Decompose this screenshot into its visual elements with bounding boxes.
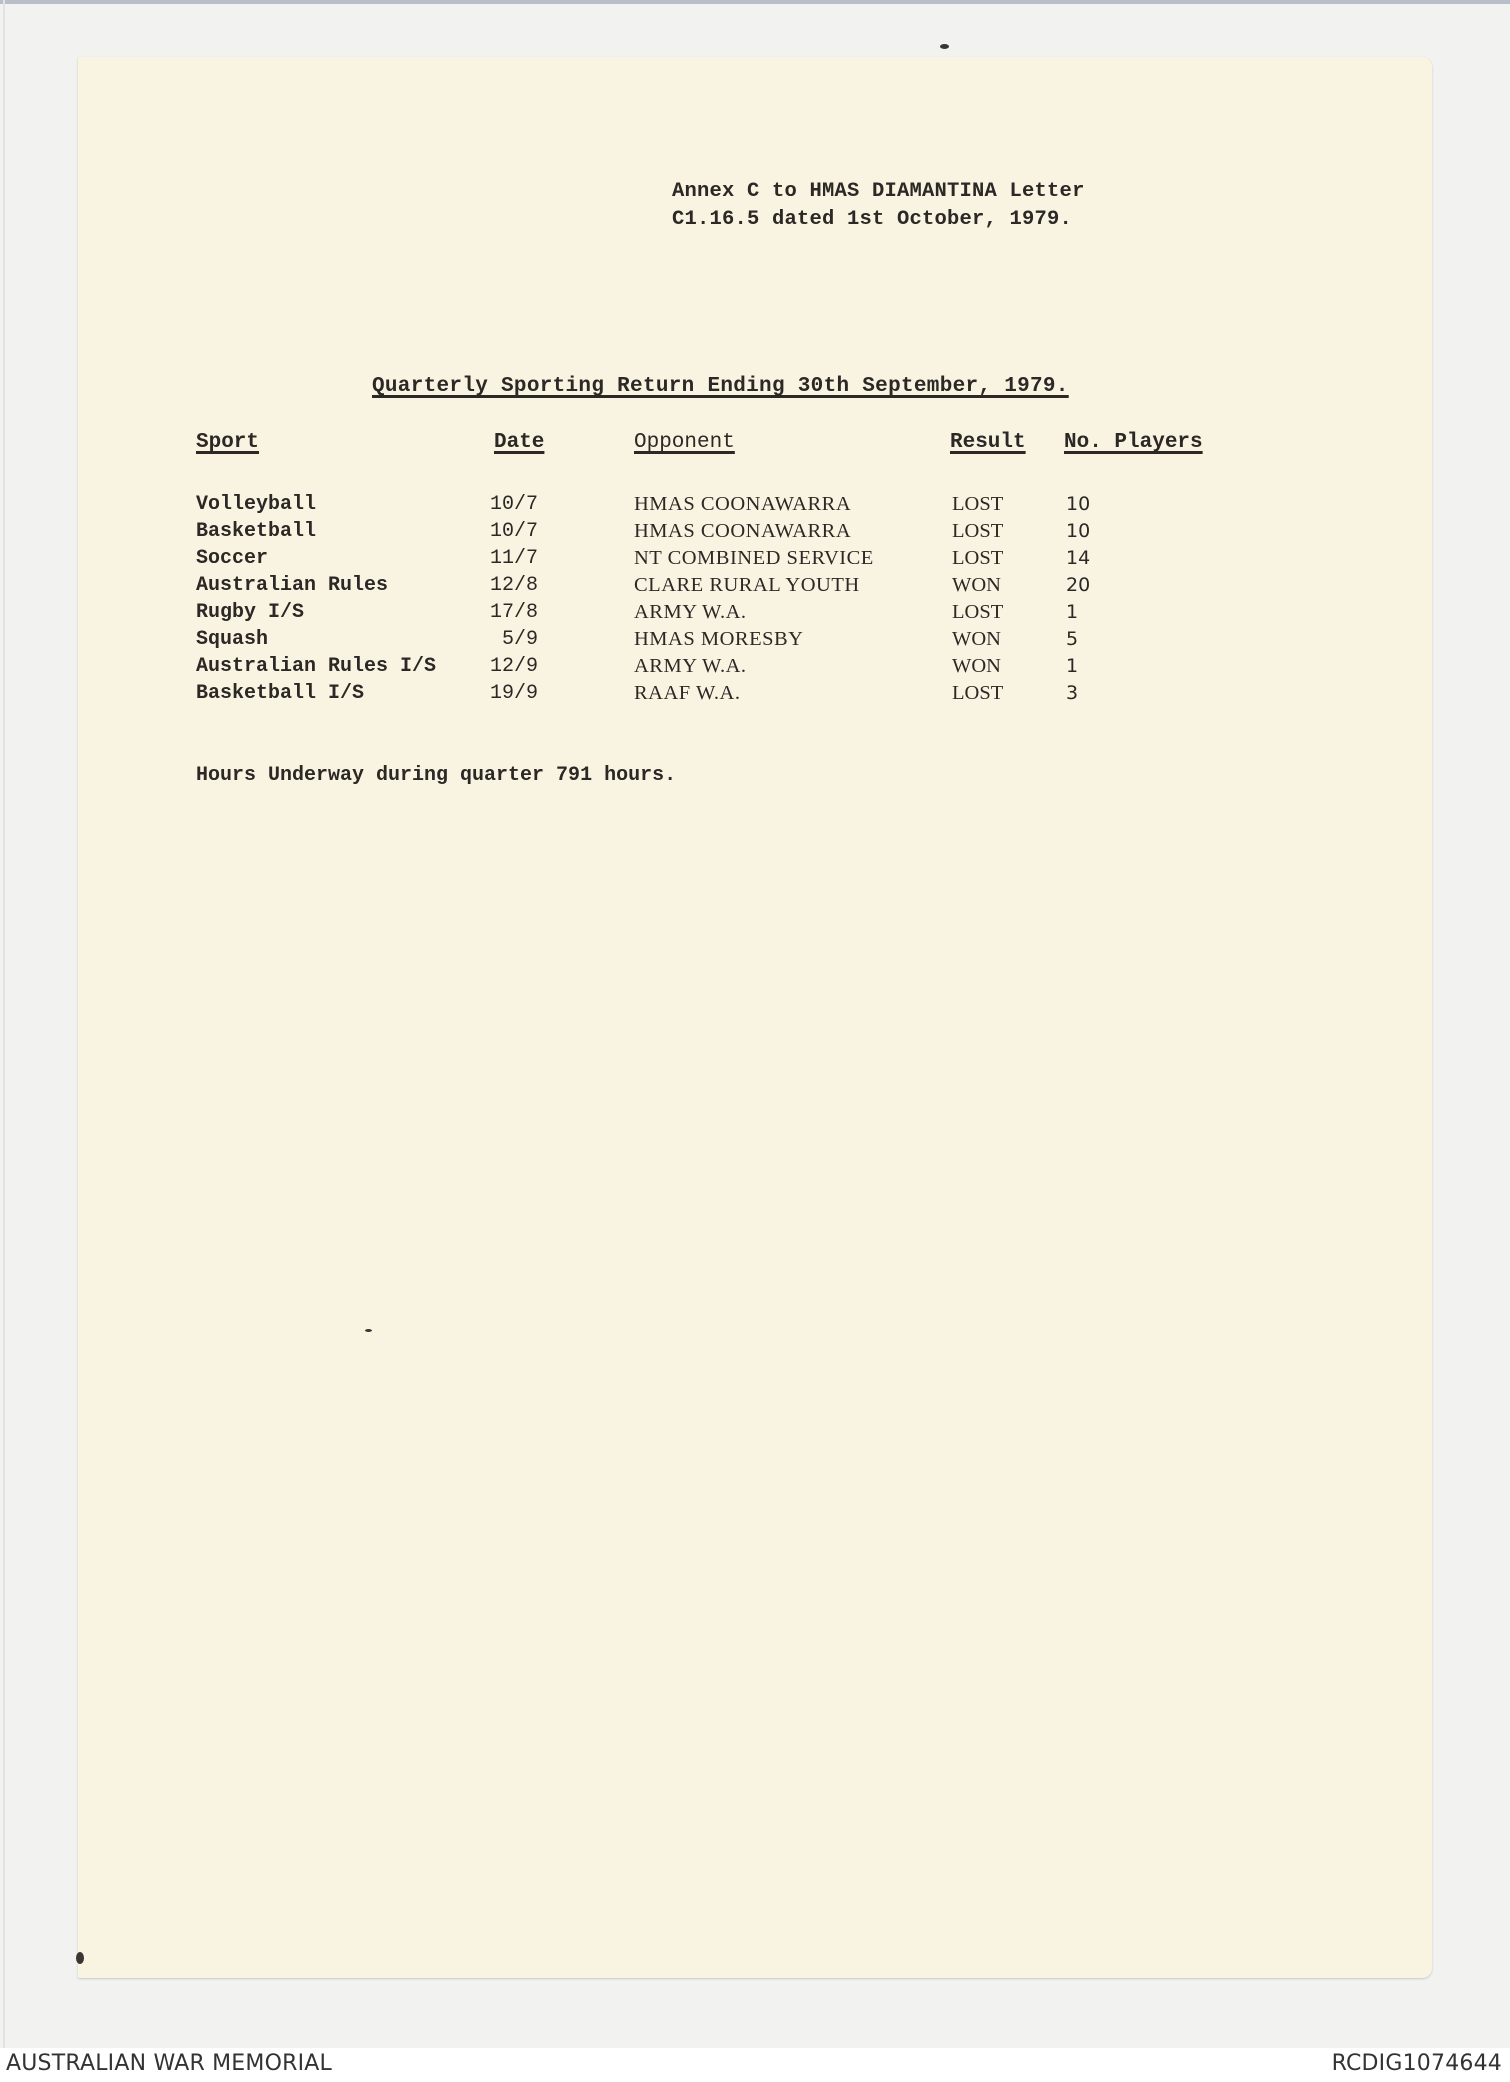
hours-underway-note: Hours Underway during quarter 791 hours.: [196, 764, 677, 787]
cell-sport: Soccer: [196, 547, 269, 570]
ink-speck: [940, 44, 949, 49]
footer-record-id: RCDIG1074644: [1331, 2051, 1502, 2076]
left-border: [3, 0, 5, 2048]
ink-speck: [76, 1952, 84, 1964]
header-date: Date: [494, 431, 545, 454]
header-sport: Sport: [196, 431, 260, 454]
cell-opponent: HMAS COONAWARRA: [634, 520, 852, 542]
cell-opponent: HMAS COONAWARRA: [634, 493, 852, 515]
annex-line-2: C1.16.5 dated 1st October, 1979.: [672, 208, 1073, 231]
table-row: [78, 653, 1432, 680]
footer-institution: AUSTRALIAN WAR MEMORIAL: [6, 2051, 332, 2076]
table-row: [78, 518, 1432, 545]
annex-reference: [672, 178, 1085, 234]
cell-players: 20: [1066, 574, 1091, 596]
cell-date: 19/9: [489, 682, 538, 705]
table-row: [78, 626, 1432, 653]
cell-players: 1: [1066, 655, 1079, 677]
cell-result: LOST: [952, 601, 1004, 623]
header-result: Result: [950, 431, 1026, 454]
cell-date: 5/9: [501, 628, 538, 651]
table-row: [78, 599, 1432, 626]
cell-result: WON: [952, 628, 1001, 650]
cell-result: LOST: [952, 520, 1004, 542]
cell-sport: Australian Rules: [196, 574, 389, 597]
cell-opponent: RAAF W.A.: [634, 682, 741, 704]
cell-date: 10/7: [489, 493, 538, 516]
cell-sport: Squash: [196, 628, 269, 651]
cell-players: 10: [1066, 493, 1091, 515]
cell-result: WON: [952, 574, 1001, 596]
cell-opponent: ARMY W.A.: [634, 601, 747, 623]
cell-sport: Volleyball: [196, 493, 317, 516]
cell-sport: Basketball: [196, 520, 317, 543]
table-row: [78, 572, 1432, 599]
cell-date: 17/8: [489, 601, 538, 624]
cell-date: 11/7: [489, 547, 538, 570]
cell-sport: Rugby I/S: [196, 601, 305, 624]
cell-players: 1: [1066, 601, 1079, 623]
table-row: [78, 491, 1432, 518]
cell-result: LOST: [952, 547, 1004, 569]
cell-players: 10: [1066, 520, 1091, 542]
cell-opponent: HMAS MORESBY: [634, 628, 804, 650]
cell-result: LOST: [952, 493, 1004, 515]
cell-sport: Basketball I/S: [196, 682, 365, 705]
cell-players: 14: [1066, 547, 1091, 569]
header-opponent: Opponent: [634, 431, 735, 454]
annex-line-1: Annex C to HMAS DIAMANTINA Letter: [672, 180, 1085, 203]
cell-opponent: CLARE RURAL YOUTH: [634, 574, 860, 596]
ink-speck: [365, 1329, 372, 1332]
archive-footer: [0, 2048, 1510, 2082]
cell-result: WON: [952, 655, 1001, 677]
cell-date: 12/8: [489, 574, 538, 597]
header-players: No. Players: [1064, 431, 1203, 454]
cell-players: 3: [1066, 682, 1079, 704]
cell-sport: Australian Rules I/S: [196, 655, 437, 678]
table-row: [78, 545, 1432, 572]
cell-date: 10/7: [489, 520, 538, 543]
cell-opponent: NT COMBINED SERVICE: [634, 547, 874, 569]
table-row: [78, 680, 1432, 707]
cell-result: LOST: [952, 682, 1004, 704]
cell-opponent: ARMY W.A.: [634, 655, 747, 677]
cell-date: 12/9: [489, 655, 538, 678]
cell-players: 5: [1066, 628, 1079, 650]
document-page: [78, 57, 1432, 1978]
document-title: Quarterly Sporting Return Ending 30th September, 1979.: [372, 375, 1069, 398]
